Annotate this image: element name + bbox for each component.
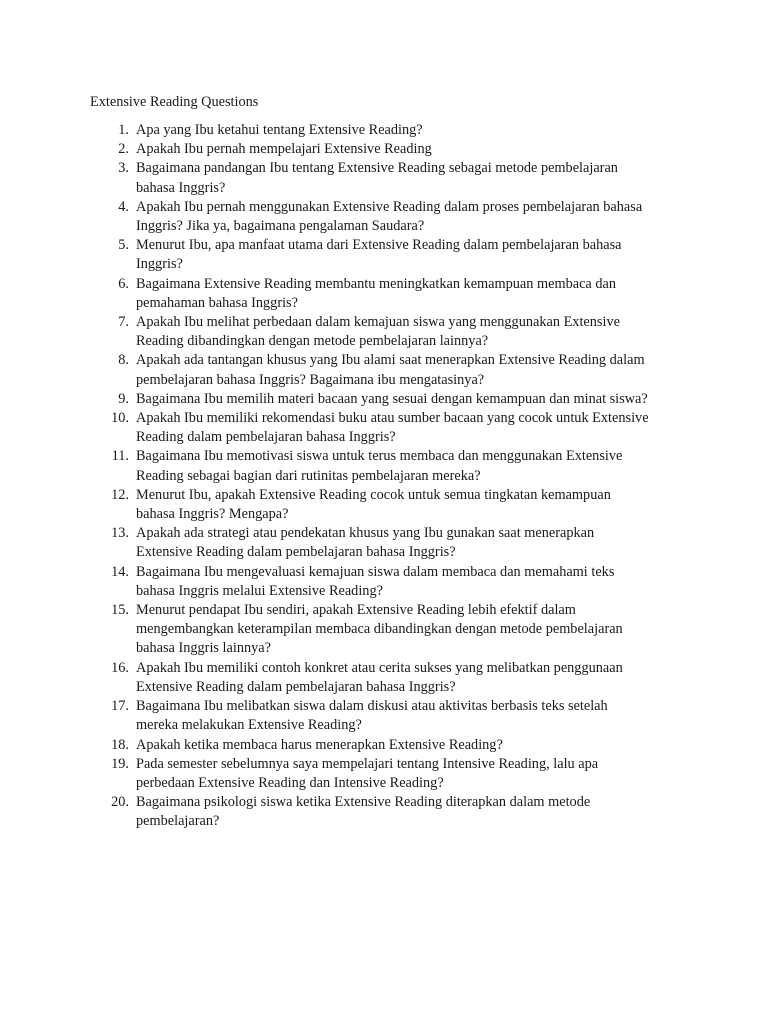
question-number: 16.: [111, 659, 129, 676]
question-text-line: bahasa Inggris?: [136, 179, 226, 196]
question-number: 6.: [118, 275, 129, 292]
question-text-line: pembelajaran?: [136, 813, 220, 830]
question-text-line: Bagaimana psikologi siswa ketika Extensive Reading diterapkan dalam metode: [136, 794, 591, 811]
question-text-line: Pada semester sebelumnya saya mempelajari tentang Intensive Reading, lalu apa: [136, 755, 599, 772]
question-text-line: mereka melakukan Extensive Reading?: [136, 717, 362, 734]
question-text-line: Apakah ada strategi atau pendekatan khusus yang Ibu gunakan saat menerapkan: [136, 525, 595, 542]
question-item: [0, 563, 768, 601]
question-item: [0, 121, 768, 140]
question-item: [0, 275, 768, 313]
question-number: 19.: [111, 755, 129, 772]
question-text-line: mengembangkan keterampilan membaca dibandingkan dengan metode pembelajaran: [136, 621, 623, 638]
question-text-line: Menurut pendapat Ibu sendiri, apakah Extensive Reading lebih efektif dalam: [136, 602, 576, 619]
question-item: [0, 409, 768, 447]
question-text-line: pembelajaran bahasa Inggris? Bagaimana ibu mengatasinya?: [136, 371, 485, 388]
question-number: 3.: [118, 160, 129, 177]
question-text-line: bahasa Inggris? Mengapa?: [136, 506, 289, 523]
question-number: 1.: [118, 122, 129, 138]
question-text-line: Apakah Ibu memiliki rekomendasi buku atau sumber bacaan yang cocok untuk Extensive: [136, 410, 649, 427]
question-text-line: Reading dibandingkan dengan metode pembelajaran lainnya?: [136, 333, 489, 350]
question-item: [0, 351, 768, 389]
question-text-line: Bagaimana Extensive Reading membantu meningkatkan kemampuan membaca dan: [136, 275, 616, 292]
question-item: [0, 755, 768, 793]
question-item: [0, 697, 768, 735]
question-item: [0, 313, 768, 351]
question-text-line: pemahaman bahasa Inggris?: [136, 294, 298, 311]
question-text-line: bahasa Inggris melalui Extensive Reading?: [136, 582, 383, 599]
question-number: 5.: [118, 237, 129, 254]
question-text-line: Apakah ketika membaca harus menerapkan Extensive Reading?: [136, 736, 503, 753]
question-item: [0, 736, 768, 755]
question-number: 8.: [118, 352, 129, 369]
question-text-line: Menurut Ibu, apa manfaat utama dari Extensive Reading dalam pembelajaran bahasa: [136, 237, 622, 254]
question-text-line: Extensive Reading dalam pembelajaran bahasa Inggris?: [136, 678, 456, 695]
question-text-line: Bagaimana Ibu memilih materi bacaan yang sesuai dengan kemampuan dan minat siswa?: [136, 390, 648, 407]
question-number: 18.: [111, 736, 129, 753]
question-item: [0, 390, 768, 409]
question-text-line: Apakah ada tantangan khusus yang Ibu alami saat menerapkan Extensive Reading dalam: [136, 352, 645, 369]
question-number: 15.: [111, 602, 129, 619]
question-text-line: Apakah Ibu melihat perbedaan dalam kemajuan siswa yang menggunakan Extensive: [136, 314, 620, 331]
question-item: [0, 447, 768, 485]
question-text-line: Apakah Ibu memiliki contoh konkret atau cerita sukses yang melibatkan penggunaan: [136, 659, 623, 676]
question-number: 9.: [118, 390, 129, 407]
question-text-line: Bagaimana Ibu mengevaluasi kemajuan siswa dalam membaca dan memahami teks: [136, 563, 615, 580]
question-text-line: Apakah Ibu pernah menggunakan Extensive Reading dalam proses pembelajaran bahasa: [136, 198, 643, 215]
question-item: [0, 659, 768, 697]
question-text-line: Apakah Ibu pernah mempelajari Extensive Reading: [136, 141, 432, 158]
question-number: 12.: [111, 486, 129, 503]
question-text-line: Reading dalam pembelajaran bahasa Inggris?: [136, 429, 396, 446]
question-item: [0, 601, 768, 659]
question-item: [0, 236, 768, 274]
question-text-line: Menurut Ibu, apakah Extensive Reading cocok untuk semua tingkatan kemampuan: [136, 486, 611, 503]
question-text-line: bahasa Inggris lainnya?: [136, 640, 271, 657]
question-number: 7.: [118, 314, 129, 331]
question-item: [0, 486, 768, 524]
question-number: 14.: [111, 563, 129, 580]
question-text-line: Inggris? Jika ya, bagaimana pengalaman Saudara?: [136, 218, 425, 235]
question-text-line: Extensive Reading dalam pembelajaran bahasa Inggris?: [136, 544, 456, 561]
question-item: [0, 198, 768, 236]
question-text-line: Reading sebagai bagian dari rutinitas pembelajaran mereka?: [136, 467, 481, 484]
question-number: 11.: [111, 448, 129, 465]
question-number: 10.: [111, 410, 129, 427]
question-item: [0, 793, 768, 831]
question-item: [0, 159, 768, 197]
question-list: [0, 121, 768, 832]
question-number: 4.: [118, 198, 129, 215]
question-item: [0, 524, 768, 562]
question-text-line: Apa yang Ibu ketahui tentang Extensive Reading?: [136, 122, 423, 138]
question-number: 2.: [118, 141, 129, 158]
question-number: 13.: [111, 525, 129, 542]
question-item: [0, 140, 768, 159]
question-number: 20.: [111, 794, 129, 811]
question-text-line: Inggris?: [136, 256, 183, 273]
question-text-line: Bagaimana pandangan Ibu tentang Extensive Reading sebagai metode pembelajaran: [136, 160, 618, 177]
document-title: Extensive Reading Questions: [90, 94, 259, 110]
question-text-line: Bagaimana Ibu melibatkan siswa dalam diskusi atau aktivitas berbasis teks setelah: [136, 698, 608, 715]
question-number: 17.: [111, 698, 129, 715]
question-text-line: Bagaimana Ibu memotivasi siswa untuk terus membaca dan menggunakan Extensive: [136, 448, 623, 465]
question-text-line: perbedaan Extensive Reading dan Intensive Reading?: [136, 774, 444, 791]
